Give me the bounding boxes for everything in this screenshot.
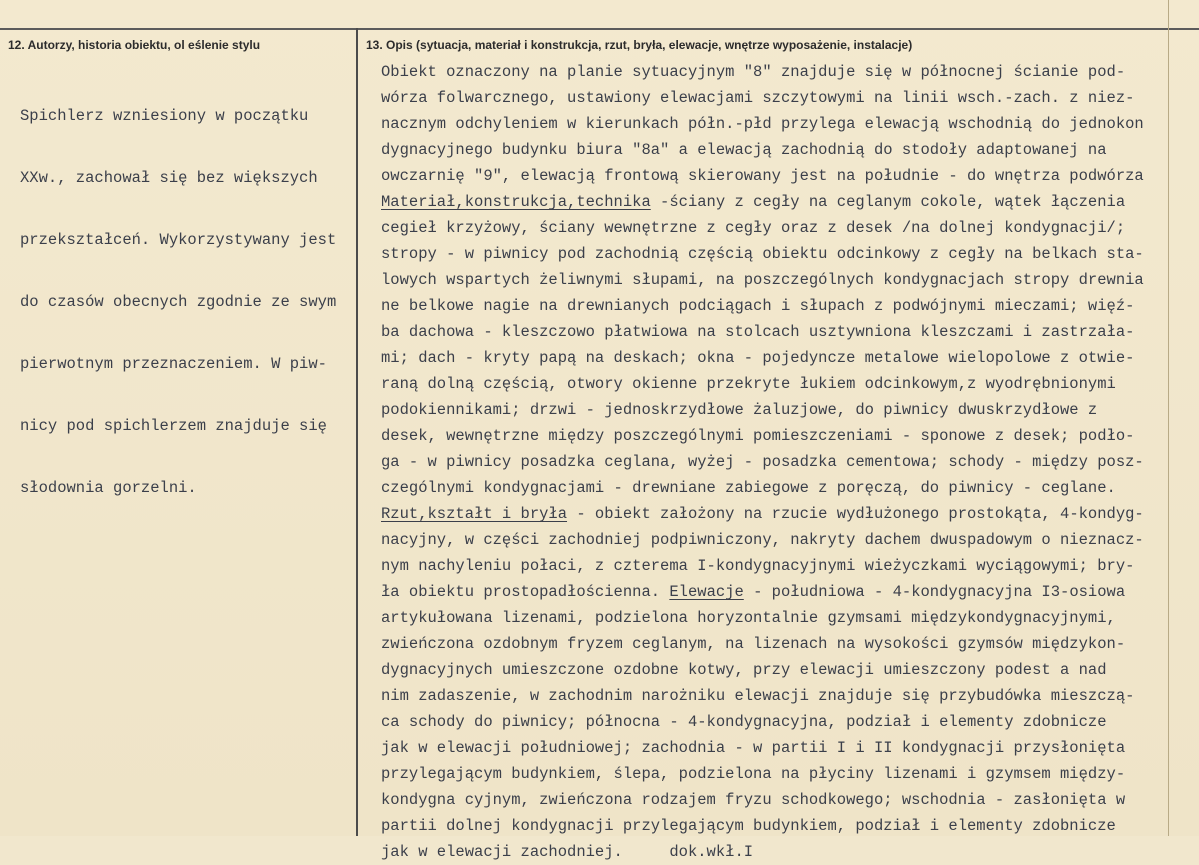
section-13-line [381,59,1144,85]
line-text: ca schody do piwnicy; północna - 4-kondygnacyjna, podział i elementy zdobnicze [381,713,1107,731]
section-13-line [381,345,1144,371]
top-border-line [0,28,1199,30]
line-text: podokiennikami; drzwi - jednoskrzydłowe żaluzjowe, do piwnicy dwuskrzydłowe z [381,401,1098,419]
section-13-line [381,423,1144,449]
section-13-line [381,111,1144,137]
line-text: zwieńczona ozdobnym fryzem ceglanym, na lizenach na wysokości gzymsów międzykon- [381,635,1126,653]
line-text: -ściany z cegły na ceglanym cokole, wątek łączenia [650,193,1126,211]
column-divider [356,28,358,836]
section-12-header: 12. Autorzy, historia obiektu, ol eślenie stylu [8,38,261,52]
section-subheading: Rzut,kształt i bryła [381,505,568,523]
section-13-line [381,241,1144,267]
section-12-text [20,67,336,537]
section-13-line [381,189,1144,215]
line-text: nacznym odchyleniem w kierunkach półn.-płd przylega elewacją wschodnią do jednokon [381,115,1144,133]
section-13-line [381,163,1144,189]
line-text: przylegającym budynkiem, ślepa, podzielona na płyciny lizenami i gzymsem między- [381,765,1126,783]
section-13-line [381,631,1144,657]
section-13-line [381,579,1144,605]
section-12-line: nicy pod spichlerzem znajduje się [20,417,327,435]
section-13-line [381,449,1144,475]
line-text: wórza folwarcznego, ustawiony elewacjami szczytowymi na linii wsch.-zach. z niez- [381,89,1135,107]
section-13-line [381,85,1144,111]
section-13-line [381,709,1144,735]
line-text: partii dolnej kondygnacji przylegającym budynkiem, podział i elementy zdobnicze [381,817,1116,835]
line-text: ga - w piwnicy posadzka ceglana, wyżej - posadzka cementowa; schody - między posz- [381,453,1144,471]
line-text: raną dolną częścią, otwory okienne przekryte łukiem odcinkowym,z wyodrębnionymi [381,375,1116,393]
section-12-line: przekształceń. Wykorzystywany jest [20,231,337,249]
line-text: artykułowana lizenami, podzielona horyzontalnie gzymsami międzykondygnacyjnymi, [381,609,1116,627]
section-13-header: 13. Opis (sytuacja, materiał i konstrukcja, rzut, bryła, elewacje, wnętrze wyposażenie, instalacje) [366,38,913,52]
right-edge-line [1168,0,1169,836]
line-text: nacyjny, w części zachodniej podpiwniczony, nakryty dachem dwuspadowym o nieznacz- [381,531,1144,549]
section-13-line [381,683,1144,709]
line-text: - obiekt założony na rzucie wydłużonego prostokąta, 4-kondyg- [567,505,1144,523]
section-13-line [381,215,1144,241]
section-13-line [381,319,1144,345]
section-subheading: Materiał,konstrukcja,technika [381,193,651,211]
section-13-line [381,371,1144,397]
line-text: owczarnię "9", elewacją frontową skierowany jest na południe - do wnętrza podwórza [381,167,1144,185]
line-text: nim zadaszenie, w zachodnim narożniku elewacji znajduje się przybudówka mieszczą- [381,687,1135,705]
line-text: ba dachowa - kleszczowo płatwiowa na stolcach usztywniona kleszczami i zastrzała- [381,323,1135,341]
section-13-line [381,267,1144,293]
section-13-line [381,787,1144,813]
line-text: jak w elewacji zachodniej. dok.wkł.I [381,843,754,861]
line-text: Obiekt oznaczony na planie sytuacyjnym "8" znajduje się w północnej ścianie pod- [381,63,1126,81]
section-12-line: XXw., zachował się bez większych [20,169,318,187]
section-12-line: słodownia gorzelni. [20,479,197,497]
line-text: cegieł krzyżowy, ściany wewnętrzne z cegły oraz z desek /na dolnej kondygnacji/; [381,219,1126,237]
line-text: ła obiektu prostopadłościenna. [381,583,670,601]
section-13-line [381,137,1144,163]
line-text: kondygna cyjnym, zwieńczona rodzajem fryzu schodkowego; wschodnia - zasłonięta w [381,791,1126,809]
line-text: mi; dach - kryty papą na deskach; okna - pojedyncze metalowe wielopolowe z otwie- [381,349,1135,367]
section-13-line [381,657,1144,683]
line-text: czególnymi kondygnacjami - drewniane zabiegowe z poręczą, do piwnicy - ceglane. [381,479,1116,497]
section-13-line [381,501,1144,527]
section-13-line [381,839,1144,865]
section-13-line [381,553,1144,579]
line-text: desek, wewnętrzne między poszczególnymi pomieszczeniami - sponowe z desek; podło- [381,427,1135,445]
line-text: nym nachyleniu połaci, z czterema I-kondygnacyjnymi wieżyczkami wyciągowymi; bry- [381,557,1135,575]
line-text: lowych wspartych żeliwnymi słupami, na poszczególnych kondygnacjach stropy drewnia [381,271,1144,289]
section-13-line [381,293,1144,319]
section-13-line [381,813,1144,839]
line-text: jak w elewacji południowej; zachodnia - w partii I i II kondygnacji przysłonięta [381,739,1126,757]
line-text: dygnacyjnego budynku biura "8a" a elewacją zachodnią do stodoły adaptowanej na [381,141,1107,159]
section-13-line [381,527,1144,553]
section-13-text [381,59,1144,865]
section-13-line [381,605,1144,631]
section-13-line [381,761,1144,787]
line-text: - południowa - 4-kondygnacyjna I3-osiowa [743,583,1126,601]
line-text: dygnacyjnych umieszczone ozdobne kotwy, przy elewacji umieszczony podest a nad [381,661,1107,679]
section-13-line [381,397,1144,423]
section-13-line [381,475,1144,501]
section-subheading: Elewacje [669,583,744,601]
section-12-line: pierwotnym przeznaczeniem. W piw- [20,355,327,373]
section-13-line [381,735,1144,761]
section-12-line: do czasów obecnych zgodnie ze swym [20,293,337,311]
line-text: stropy - w piwnicy pod zachodnią częścią obiektu odcinkowy z cegły na belkach sta- [381,245,1144,263]
section-12-line: Spichlerz wzniesiony w początku [20,107,309,125]
line-text: ne belkowe nagie na drewnianych podciągach i słupach z podwójnymi mieczami; więź- [381,297,1135,315]
